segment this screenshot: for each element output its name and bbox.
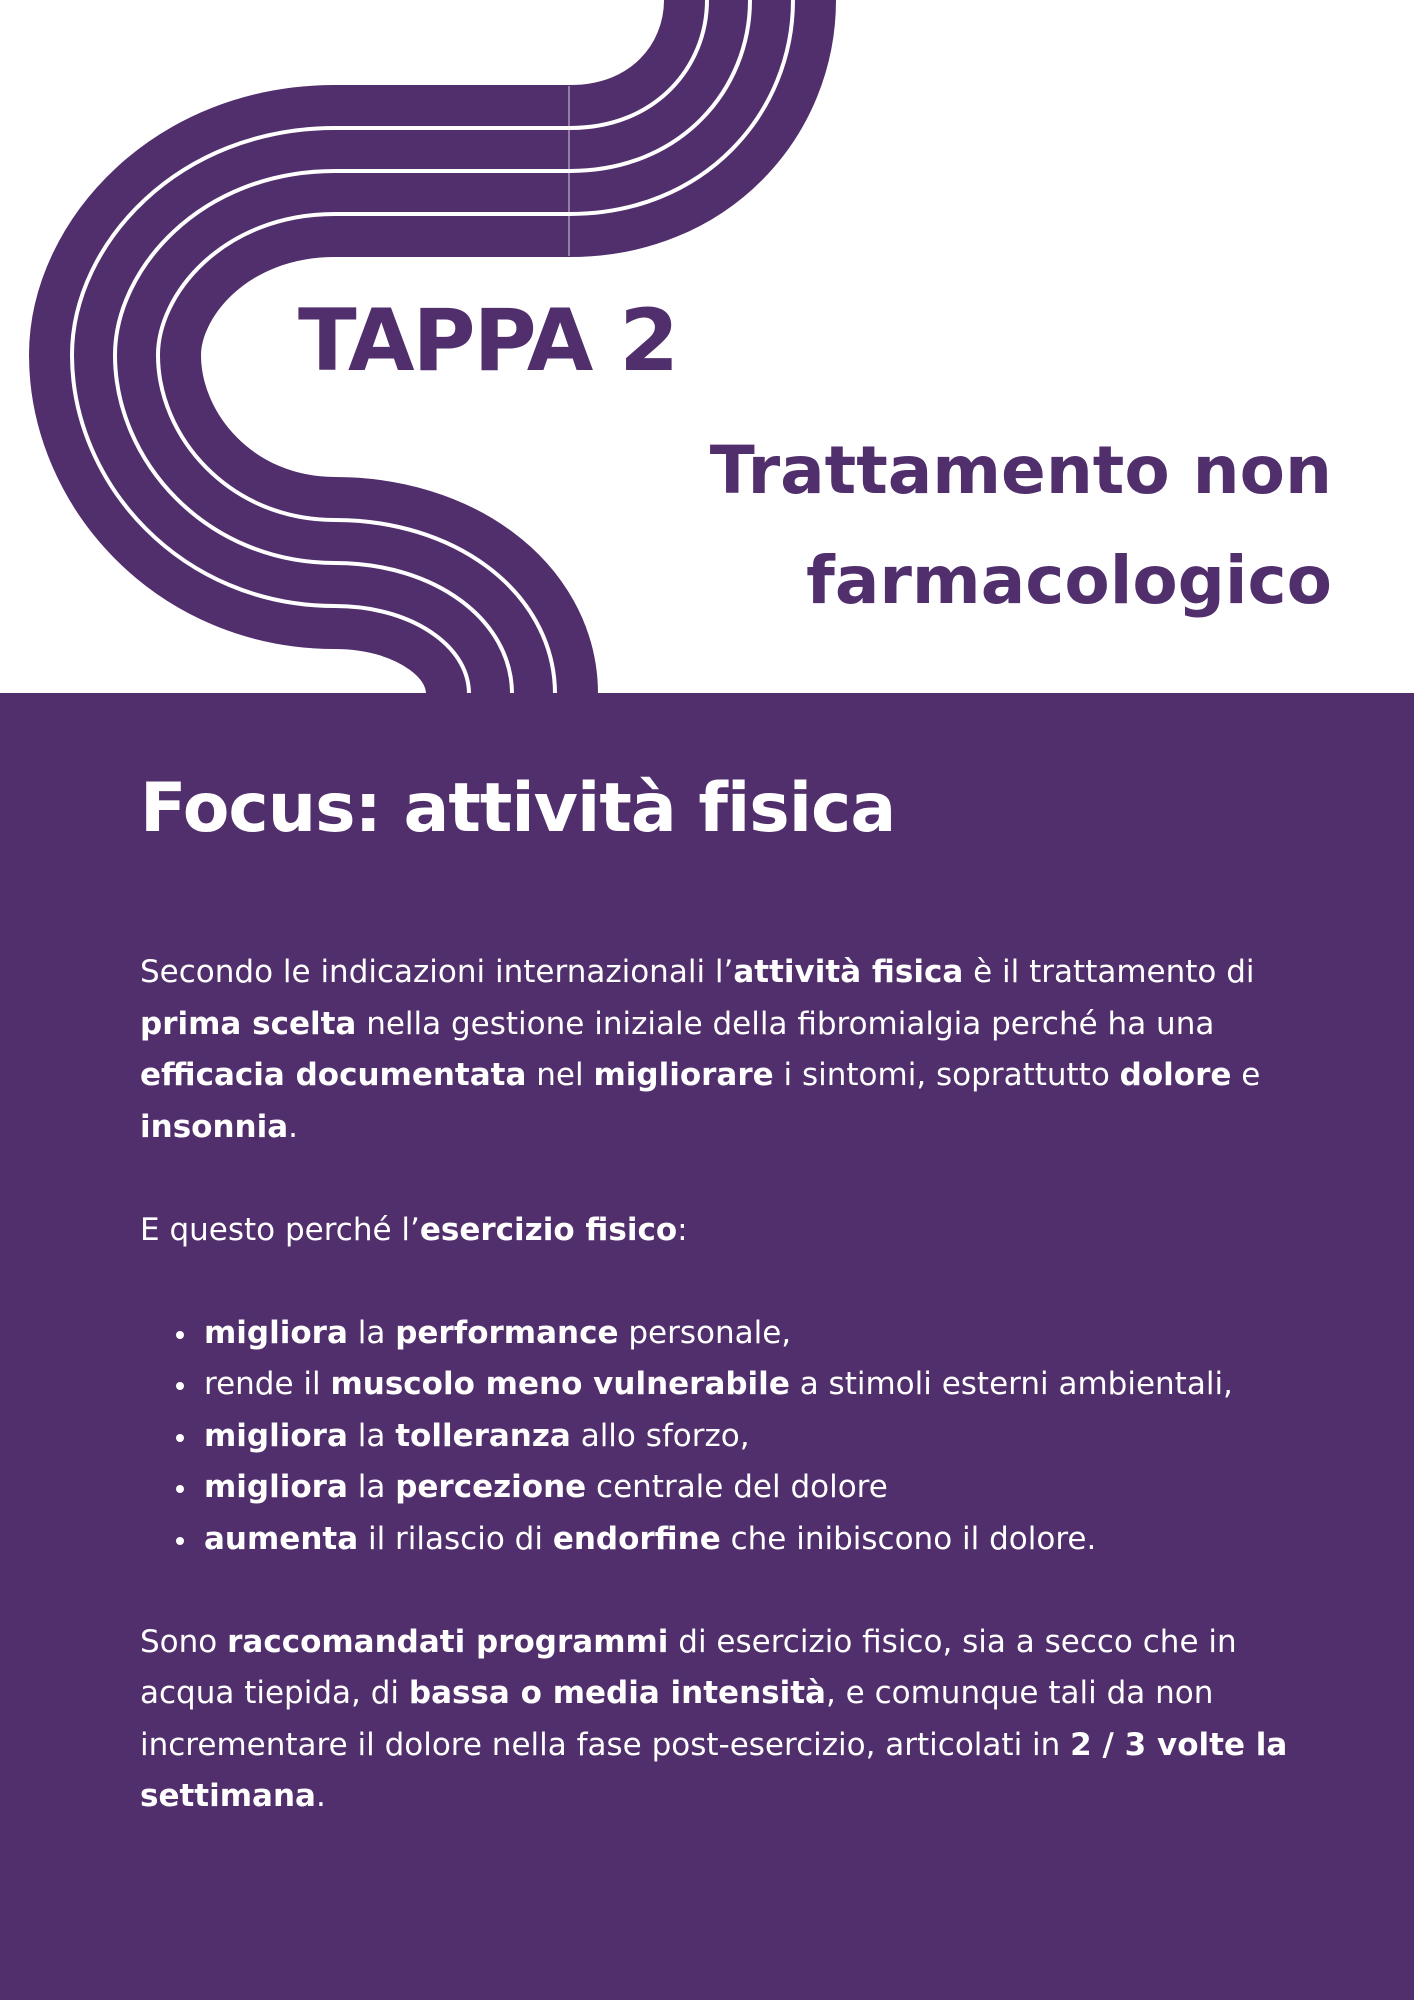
- text-run: la: [347, 1417, 396, 1454]
- reason-paragraph: [140, 1205, 1320, 1257]
- paragraph-spacer: [140, 1153, 1320, 1205]
- list-item: [204, 1359, 1320, 1411]
- bold-text: prima scelta: [140, 1005, 357, 1042]
- bold-text: migliora: [204, 1469, 348, 1505]
- bold-text: tolleranza: [395, 1417, 571, 1454]
- text-run: personale,: [618, 1314, 792, 1351]
- bold-text: migliorare: [593, 1057, 774, 1093]
- text-run: nel: [526, 1057, 594, 1093]
- bold-text: migliora: [204, 1314, 348, 1351]
- text-run: centrale del dolore: [586, 1469, 888, 1505]
- content-panel: [0, 693, 1414, 2000]
- body-text: [140, 947, 1320, 1823]
- recommendation-paragraph: [140, 1617, 1320, 1823]
- bold-text: percezione: [395, 1469, 587, 1505]
- text-run: E questo perché l’: [140, 1211, 420, 1248]
- bold-text: migliora: [204, 1417, 348, 1454]
- text-run: .: [288, 1108, 298, 1145]
- bold-text: muscolo meno vulnerabile: [330, 1366, 790, 1402]
- intro-paragraph: [140, 947, 1320, 1153]
- text-run: i sintomi, soprattutto: [773, 1057, 1120, 1093]
- text-run: Secondo le indicazioni internazionali l’: [140, 954, 734, 990]
- step-title: TAPPA 2: [298, 291, 678, 391]
- text-run: .: [315, 1778, 326, 1814]
- text-run: nella gestione iniziale della fibromialgia perché ha una: [356, 1005, 1215, 1042]
- bold-text: endorfine: [552, 1520, 721, 1557]
- bold-text: bassa o media intensità: [408, 1675, 826, 1711]
- list-item: [204, 1411, 1320, 1463]
- bold-text: performance: [395, 1314, 619, 1351]
- bold-text: attività fisica: [733, 954, 964, 990]
- bold-text: dolore: [1119, 1057, 1232, 1093]
- text-run: la: [347, 1314, 396, 1351]
- list-item: [204, 1514, 1320, 1566]
- text-run: la: [347, 1469, 396, 1505]
- text-run: che inibiscono il dolore.: [720, 1520, 1097, 1557]
- bold-text: insonnia: [140, 1108, 289, 1145]
- text-run: , e comunque tali da non incrementare il dolore nella fase post-esercizio, articolati in: [140, 1675, 1214, 1763]
- text-run: Sono: [140, 1623, 228, 1660]
- text-run: rende il: [204, 1366, 331, 1402]
- text-run: :: [677, 1211, 688, 1248]
- bold-text: 2 / 3 volte la settimana: [140, 1726, 1288, 1814]
- benefits-list: [140, 1308, 1320, 1566]
- bold-text: efficacia documentata: [140, 1057, 527, 1093]
- bold-text: aumenta: [204, 1520, 359, 1557]
- text-run: e: [1231, 1057, 1261, 1093]
- text-run: allo sforzo,: [570, 1417, 750, 1454]
- text-run: il rilascio di: [358, 1520, 553, 1557]
- text-run: a stimoli esterni ambientali,: [789, 1366, 1233, 1402]
- step-subtitle: [572, 416, 1332, 636]
- list-item: [204, 1462, 1320, 1514]
- bold-text: raccomandati programmi: [227, 1623, 669, 1660]
- list-item: [204, 1308, 1320, 1360]
- subtitle-line-2: farmacologico: [806, 542, 1332, 619]
- paragraph-spacer: [140, 1256, 1320, 1308]
- bold-text: esercizio fisico: [419, 1211, 678, 1248]
- paragraph-spacer: [140, 1565, 1320, 1617]
- focus-heading: Focus: attività fisica: [140, 769, 896, 848]
- subtitle-line-1: Trattamento non: [709, 432, 1332, 509]
- text-run: di esercizio fisico, sia a secco che in acqua tiepida, di: [140, 1623, 1237, 1711]
- text-run: è il trattamento di: [963, 954, 1255, 990]
